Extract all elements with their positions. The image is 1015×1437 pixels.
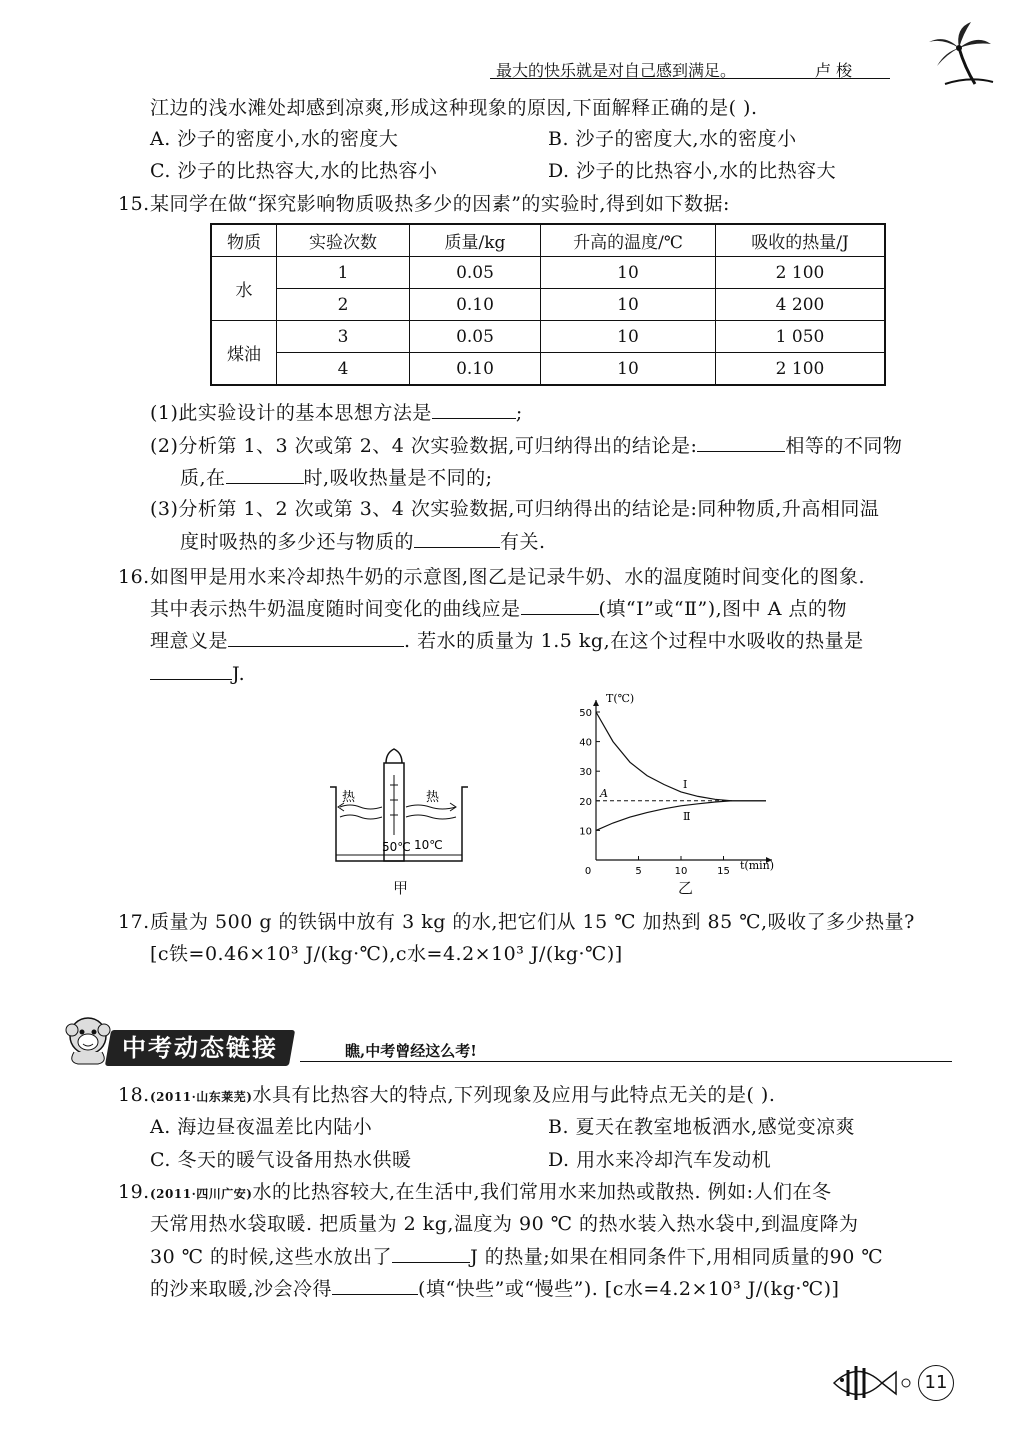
table-header-cell: 实验次数 bbox=[277, 224, 410, 257]
answer-blank[interactable] bbox=[432, 400, 516, 419]
answer-blank[interactable] bbox=[414, 529, 500, 548]
q19-line4 bbox=[150, 1276, 839, 1301]
q16-line2-a: 其中表示热牛奶温度随时间变化的曲线应是 bbox=[150, 598, 521, 620]
banner-title: 中考动态链接 bbox=[122, 1034, 278, 1062]
q18-option-c: C. 冬天的暖气设备用热水供暖 bbox=[150, 1149, 412, 1171]
table-header-row bbox=[211, 224, 885, 257]
table-cell: 2 100 bbox=[716, 257, 886, 289]
chart-x-axis-label: t(min) bbox=[740, 859, 775, 872]
figure-jia-caption: 甲 bbox=[393, 879, 409, 897]
figure-yi-temperature-chart bbox=[566, 692, 776, 877]
chart-y-tick-label: 20 bbox=[579, 796, 592, 808]
table-cell: 2 bbox=[277, 289, 410, 321]
chart-y-axis-label: T(℃) bbox=[606, 692, 635, 705]
chart-series-label: Ⅰ bbox=[683, 777, 688, 791]
table-cell-substance: 水 bbox=[211, 257, 277, 321]
q15-part1-text: (1)此实验设计的基本思想方法是 bbox=[150, 402, 432, 424]
q14-option-b: B. 沙子的密度大,水的密度小 bbox=[548, 128, 797, 150]
table-row bbox=[211, 257, 885, 289]
table-cell: 2 100 bbox=[716, 353, 886, 386]
q16-number: 16. bbox=[118, 566, 150, 588]
table-cell: 0.10 bbox=[410, 289, 541, 321]
q14-stem-tail: 江边的浅水滩处却感到凉爽,形成这种现象的原因,下面解释正确的是( ). bbox=[150, 97, 758, 119]
table-header-cell: 物质 bbox=[211, 224, 277, 257]
table-cell: 1 050 bbox=[716, 321, 886, 353]
chart-y-tick-label: 50 bbox=[579, 708, 592, 719]
answer-blank[interactable] bbox=[332, 1276, 418, 1295]
q16-line4 bbox=[150, 661, 245, 686]
table-cell: 10 bbox=[541, 289, 716, 321]
q19-line2: 天常用热水袋取暖. 把质量为 2 kg,温度为 90 ℃ 的热水装入热水袋中,到温度降为 bbox=[150, 1213, 859, 1235]
q16-line2-b: (填“Ⅰ”或“Ⅱ”),图中 A 点的物 bbox=[598, 598, 847, 620]
q18-stem-text: 水具有比热容大的特点,下列现象及应用与此特点无关的是( ). bbox=[252, 1084, 776, 1106]
q19-line1-text: 水的比热容较大,在生活中,我们常用水来加热或散热. 例如:人们在冬 bbox=[252, 1181, 832, 1203]
q19-line3 bbox=[150, 1244, 883, 1269]
table-cell: 10 bbox=[541, 321, 716, 353]
q19-line4-a: 的沙来取暖,沙会冷得 bbox=[150, 1278, 333, 1300]
table-cell: 10 bbox=[541, 257, 716, 289]
q15-part2-text-b: 相等的不同物 bbox=[785, 435, 903, 457]
q18-number: 18. bbox=[118, 1084, 150, 1106]
q17-number: 17. bbox=[118, 911, 150, 933]
q14-option-c: C. 沙子的比热容大,水的比热容小 bbox=[150, 160, 438, 182]
header-author: 卢 梭 bbox=[815, 61, 853, 80]
q16-line3-a: 理意义是 bbox=[150, 630, 229, 652]
q14-option-d: D. 沙子的比热容小,水的比热容大 bbox=[548, 160, 837, 182]
q14-option-a: A. 沙子的密度小,水的密度大 bbox=[150, 128, 399, 150]
answer-blank[interactable] bbox=[521, 596, 599, 615]
q15-part2-line2 bbox=[180, 465, 493, 490]
page-number: 11 bbox=[918, 1365, 954, 1401]
q15-number: 15. bbox=[118, 193, 150, 215]
banner-slogan: 瞧,中考曾经这么考! bbox=[345, 1042, 477, 1060]
q19-number: 19. bbox=[118, 1181, 150, 1203]
table-row bbox=[211, 353, 885, 386]
header-motto: 最大的快乐就是对自己感到满足。 bbox=[496, 61, 737, 80]
q15-part3-text-c: 有关. bbox=[500, 531, 546, 553]
table-row bbox=[211, 321, 885, 353]
q19-line3-b: J 的热量;如果在相同条件下,用相同质量的90 ℃ bbox=[470, 1246, 884, 1268]
q15-part3-text-b: 度时吸热的多少还与物质的 bbox=[180, 531, 415, 553]
q15-part3-line1: (3)分析第 1、2 次或第 3、4 次实验数据,可归纳得出的结论是:同种物质,升高相同温 bbox=[150, 498, 880, 520]
q18-option-d: D. 用水来冷却汽车发动机 bbox=[548, 1149, 772, 1171]
q19-source: (2011·四川广安) bbox=[150, 1187, 253, 1201]
chart-x-tick-label: 10 bbox=[674, 866, 688, 877]
chart-x-tick-label: 5 bbox=[635, 866, 642, 877]
q16-line1: 如图甲是用水来冷却热牛奶的示意图,图乙是记录牛奶、水的温度随时间变化的图象. bbox=[150, 566, 866, 588]
table-cell: 4 200 bbox=[716, 289, 886, 321]
q15-part3-line2 bbox=[180, 529, 546, 554]
q18-option-b: B. 夏天在教室地板洒水,感觉变凉爽 bbox=[548, 1116, 856, 1138]
q15-part2-text-d: 时,吸收热量是不同的; bbox=[303, 467, 493, 489]
answer-blank[interactable] bbox=[697, 433, 785, 452]
banner-rule bbox=[300, 1061, 952, 1062]
q16-line3-b: . 若水的质量为 1.5 kg,在这个过程中水吸收的热量是 bbox=[404, 630, 864, 652]
chart-series-line-2 bbox=[596, 801, 766, 831]
header-rule bbox=[490, 78, 890, 79]
q15-data-table bbox=[210, 223, 886, 386]
heat-flow-arrows bbox=[338, 803, 456, 819]
banner-title-box bbox=[105, 1030, 295, 1066]
table-cell: 3 bbox=[277, 321, 410, 353]
q19-line1 bbox=[150, 1180, 832, 1206]
q17-line2: [c铁=0.46×10³ J/(kg·℃),c水=4.2×10³ J/(kg·℃)] bbox=[150, 943, 623, 965]
chart-y-arrow bbox=[593, 700, 599, 706]
answer-blank[interactable] bbox=[228, 628, 404, 647]
figure-yi-caption: 乙 bbox=[678, 879, 694, 897]
chart-point-a-label: A bbox=[600, 786, 608, 800]
table-cell: 0.05 bbox=[410, 321, 541, 353]
q16-line4-unit: J. bbox=[232, 663, 246, 685]
q19-line4-b: (填“快些”或“慢些”). [c水=4.2×10³ J/(kg·℃)] bbox=[418, 1278, 840, 1300]
chart-x-tick-label: 0 bbox=[584, 866, 592, 877]
table-header-cell: 吸收的热量/J bbox=[716, 224, 886, 257]
table-cell: 4 bbox=[277, 353, 410, 386]
table-row bbox=[211, 289, 885, 321]
chart-y-tick-label: 40 bbox=[579, 737, 592, 749]
table-header-cell: 升高的温度/℃ bbox=[541, 224, 716, 257]
q15-part1-end: ; bbox=[515, 402, 523, 424]
answer-blank[interactable] bbox=[150, 661, 232, 680]
milk-temp-label: 50℃ bbox=[382, 840, 411, 854]
q18-stem bbox=[150, 1083, 775, 1109]
figure-jia-cooling-diagram bbox=[326, 745, 476, 870]
table-cell: 1 bbox=[277, 257, 410, 289]
q15-stem: 某同学在做“探究影响物质吸热多少的因素”的实验时,得到如下数据: bbox=[150, 193, 730, 215]
q19-line3-a: 30 ℃ 的时候,这些水放出了 bbox=[150, 1246, 393, 1268]
table-header-cell: 质量/kg bbox=[410, 224, 541, 257]
chart-x-tick-label: 15 bbox=[717, 866, 730, 877]
palm-tree-icon bbox=[925, 18, 995, 88]
water-temp-label: 10℃ bbox=[414, 838, 443, 852]
q18-source: (2011·山东莱芜) bbox=[150, 1090, 253, 1104]
answer-blank[interactable] bbox=[392, 1244, 470, 1263]
q15-part2-text: (2)分析第 1、3 次或第 2、4 次实验数据,可归纳得出的结论是: bbox=[150, 435, 698, 457]
q15-part2-line1 bbox=[150, 433, 902, 458]
q15-part1 bbox=[150, 400, 523, 425]
q15-part2-text-c: 质,在 bbox=[180, 467, 226, 489]
chart-y-tick-label: 30 bbox=[579, 767, 592, 779]
table-cell: 0.05 bbox=[410, 257, 541, 289]
table-cell: 10 bbox=[541, 353, 716, 386]
q16-line3 bbox=[150, 628, 864, 653]
chart-y-tick-label: 10 bbox=[579, 826, 592, 838]
chart-series-line-1 bbox=[596, 712, 766, 801]
q17-line1: 质量为 500 g 的铁锅中放有 3 kg 的水,把它们从 15 ℃ 加热到 85 ℃,吸收了多少热量? bbox=[150, 911, 915, 933]
answer-blank[interactable] bbox=[226, 465, 304, 484]
q16-line2 bbox=[150, 596, 847, 621]
chart-series-label: Ⅱ bbox=[683, 809, 691, 823]
q18-option-a: A. 海边昼夜温差比内陆小 bbox=[150, 1116, 373, 1138]
table-cell-substance: 煤油 bbox=[211, 321, 277, 386]
fish-decoration-icon bbox=[828, 1358, 918, 1408]
table-cell: 0.10 bbox=[410, 353, 541, 386]
heat-label-left: 热 bbox=[342, 790, 356, 805]
heat-label-right: 热 bbox=[426, 790, 440, 805]
